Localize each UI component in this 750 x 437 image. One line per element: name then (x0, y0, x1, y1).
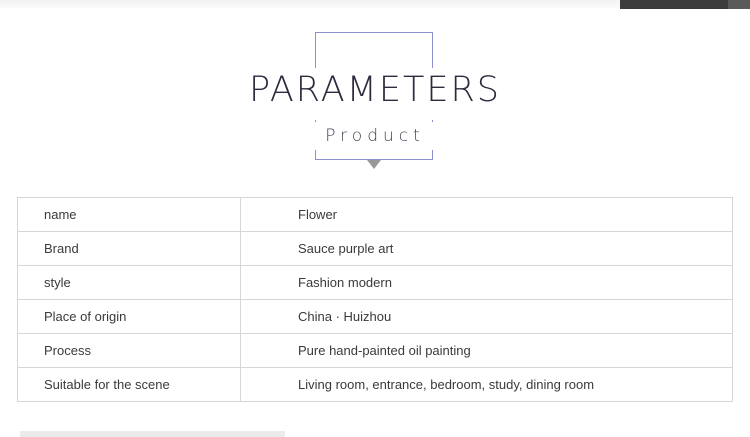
param-value: Flower (241, 198, 733, 232)
param-value: Pure hand-painted oil painting (241, 334, 733, 368)
param-key: Suitable for the scene (18, 368, 241, 402)
param-value: Sauce purple art (241, 232, 733, 266)
parameters-table (17, 197, 733, 402)
param-key: Place of origin (18, 300, 241, 334)
bottom-decoration-bar (20, 431, 285, 437)
table-row (18, 334, 733, 368)
param-key: name (18, 198, 241, 232)
param-value: China · Huizhou (241, 300, 733, 334)
table-row (18, 300, 733, 334)
table-row (18, 198, 733, 232)
top-strip-light-band (0, 0, 620, 8)
table-row (18, 368, 733, 402)
page-subtitle: Product (325, 126, 425, 146)
top-strip-dark-band (620, 0, 750, 9)
table-row (18, 232, 733, 266)
param-key: Brand (18, 232, 241, 266)
page-title: PARAMETERS (249, 70, 501, 110)
top-decoration-strip (0, 0, 750, 14)
triangle-down-icon (367, 160, 381, 169)
param-key: style (18, 266, 241, 300)
table-row (18, 266, 733, 300)
param-key: Process (18, 334, 241, 368)
page-header (0, 22, 750, 172)
param-value: Living room, entrance, bedroom, study, dining room (241, 368, 733, 402)
param-value: Fashion modern (241, 266, 733, 300)
